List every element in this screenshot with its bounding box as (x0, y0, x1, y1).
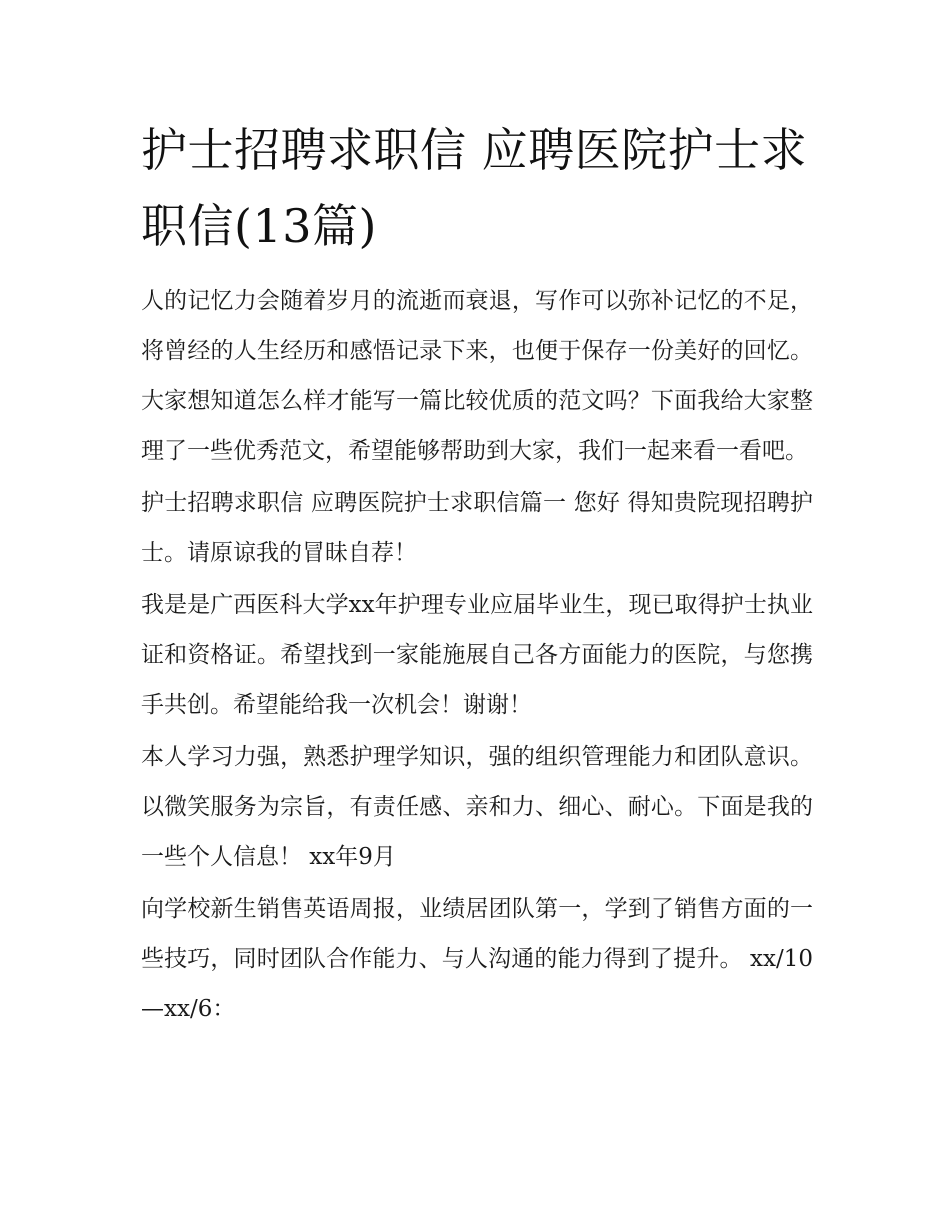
paragraph-greeting: 护士招聘求职信 应聘医院护士求职信篇一 您好 得知贵院现招聘护士。请原谅我的冒昧自荐！ (141, 490, 813, 566)
document-body (141, 112, 813, 1034)
paragraph-strengths: 本人学习力强，熟悉护理学知识，强的组织管理能力和团队意识。以微笑服务为宗旨，有责任感、亲和力、细心、耐心。下面是我的一些个人信息！ xx年9月 (141, 744, 813, 870)
paragraph-experience: 向学校新生销售英语周报，业绩居团队第一，学到了销售方面的一些技巧，同时团队合作能力、与人沟通的能力得到了提升。 xx/10—xx/6： (141, 896, 813, 1022)
paragraph-intro: 人的记忆力会随着岁月的流逝而衰退，写作可以弥补记忆的不足，将曾经的人生经历和感悟记录下来，也便于保存一份美好的回忆。大家想知道怎么样才能写一篇比较优质的范文吗？下面我给大家整理了一些优秀范文，希望能够帮助到大家，我们一起来看一看吧。 (141, 288, 813, 464)
document-title: 护士招聘求职信 应聘医院护士求职信(13篇) (141, 123, 808, 253)
paragraph-background: 我是是广西医科大学xx年护理专业应届毕业生，现已取得护士执业证和资格证。希望找到一家能施展自己各方面能力的医院，与您携手共创。希望能给我一次机会！谢谢！ (141, 592, 813, 718)
